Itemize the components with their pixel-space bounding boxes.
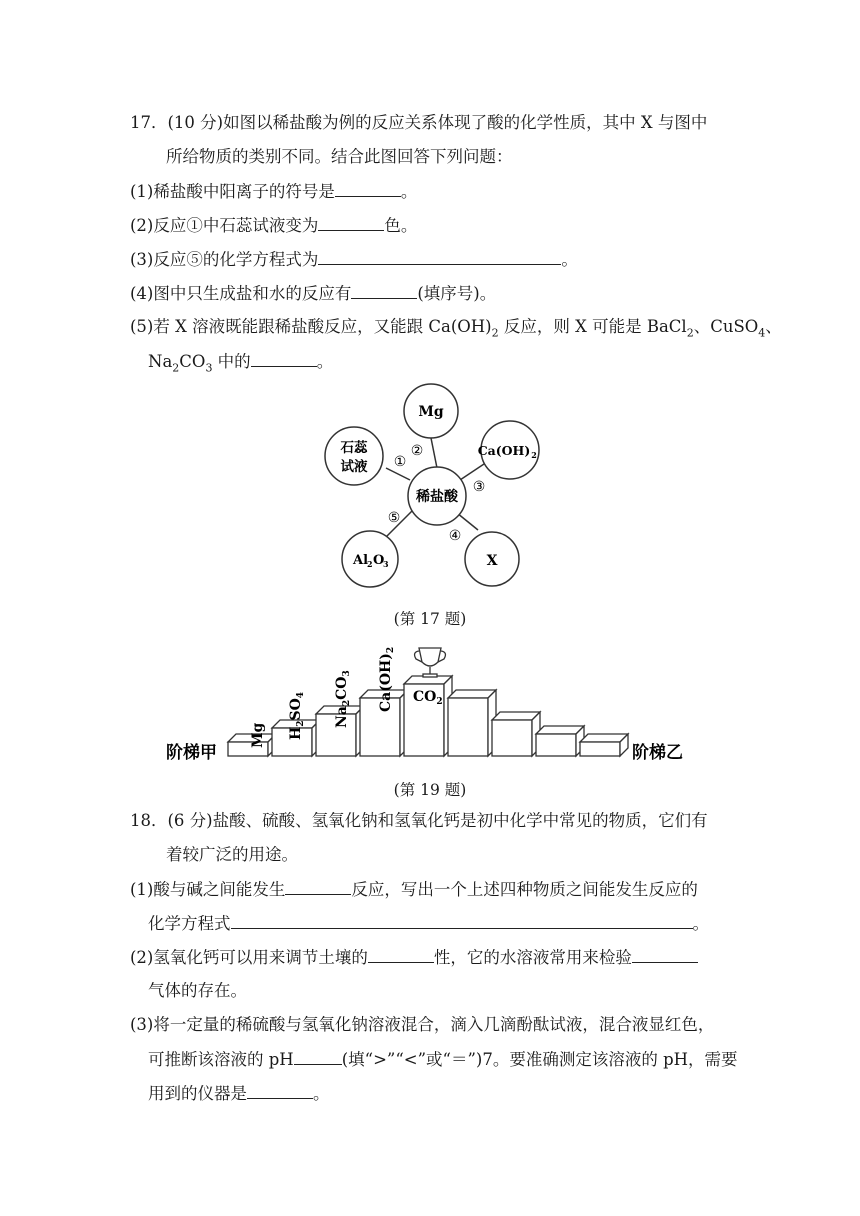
svg-text:Na2CO3: $Na_2CO_3$ [334,670,352,728]
q18-part3-line3: 用到的仪器是 。 [148,1084,330,1103]
label-reaction-1: ① [393,454,407,470]
ladder-a-label: 阶梯甲 [166,743,217,763]
trophy-icon [415,648,446,677]
node-litmus [325,427,383,485]
q17-part4: (4)图中只生成盐和水的反应有 (填序号)。 [130,284,497,303]
q18-part2-line2: 气体的存在。 [148,981,247,1000]
answer-blank[interactable] [285,878,351,895]
fig19-staircase [160,640,720,775]
answer-blank[interactable] [632,946,698,963]
q18-part2-line1: (2)氢氧化钙可以用来调节土壤的 性，它的水溶液常用来检验 [130,946,698,969]
svg-text:Ca(OH)2: $Ca(OH)_2$ [378,646,396,712]
svg-text:稀盐酸: 稀盐酸 [416,489,458,505]
svg-text:H2SO4: $H_2SO_4$ [288,691,306,740]
svg-text:Mg: Mg [250,722,266,748]
q17-part1: (1)稀盐酸中阳离子的符号是 。 [130,182,418,201]
node-al2o3 [342,531,398,587]
q17-heading-line2: 所给物质的类别不同。结合此图回答下列问题： [166,147,513,166]
svg-text:石蕊: 石蕊 [340,440,368,456]
svg-text:Ca(OH): Ca(OH) [477,443,531,458]
q17-part3: (3)反应⑤的化学方程式为 。 [130,250,578,269]
q18-part3-line2: 可推断该溶液的 pH (填“>”“<”或“＝”)7。要准确测定该溶液的 pH，需要 [148,1050,738,1069]
answer-blank[interactable] [318,214,384,231]
answer-blank[interactable] [294,1048,342,1065]
svg-text:试液: 试液 [340,459,368,475]
svg-text:2: 2 [367,559,373,569]
q17-heading-line1: 17．(10 分)如图以稀盐酸为例的反应关系体现了酸的化学性质，其中 X 与图中 [130,113,708,132]
answer-blank[interactable] [368,946,434,963]
node-x [465,532,519,586]
answer-blank[interactable] [251,350,317,367]
q17-part2: (2)反应①中石蕊试液变为 色。 [130,216,418,235]
step-label-na2co3 [334,670,352,728]
svg-text:Mg: Mg [418,404,444,420]
label-reaction-4: ④ [448,528,462,544]
fig17-caption: (第 17 题) [393,610,467,628]
step-label-h2so4 [288,692,306,740]
node-caoh2 [478,421,539,479]
q18-part1-line2: 化学方程式 。 [148,914,709,933]
answer-blank[interactable] [231,912,693,929]
answer-blank[interactable] [318,248,561,265]
step-label-caoh2 [378,647,396,712]
fig19-caption: (第 19 题) [393,781,467,799]
q18-heading-line1: 18．(6 分)盐酸、硫酸、氢氧化钠和氢氧化钙是初中化学中常见的物质，它们有 [130,811,708,830]
label-reaction-3: ③ [472,479,486,495]
label-reaction-5: ⑤ [387,510,401,526]
q18-part1-line1: (1)酸与碱之间能发生 反应，写出一个上述四种物质之间能发生反应的 [130,880,698,899]
fig17-reaction-diagram [300,380,560,605]
q17-part5-line1: (5)若 X 溶液既能跟稀盐酸反应，又能跟 $Ca(OH)_2$ 反应，则 X 可能是 BaCl$_2$、CuSO$_4$、 [130,317,782,340]
step-label-mg [250,723,266,748]
ladder-b-label: 阶梯乙 [632,743,683,763]
svg-text:3: 3 [383,559,389,569]
node-mg [404,384,458,438]
q18-part3-line1: (3)将一定量的稀硫酸与氢氧化钠溶液混合，滴入几滴酚酞试液，混合液显红色， [130,1015,715,1034]
svg-text:O: O [373,553,385,568]
answer-blank[interactable] [247,1082,313,1099]
q18-heading-line2: 着较广泛的用途。 [166,845,298,864]
svg-text:2: 2 [531,450,537,460]
answer-blank[interactable] [351,282,417,299]
step-label-co2: $CO_2$ [413,689,443,707]
answer-blank[interactable] [335,180,401,197]
q17-part5-line2: $Na_2CO_3$ 中的 。 [148,352,334,375]
label-reaction-2: ② [410,443,424,459]
svg-text:X: X [486,553,498,569]
node-hcl [408,467,466,525]
svg-text:Al: Al [353,553,369,568]
